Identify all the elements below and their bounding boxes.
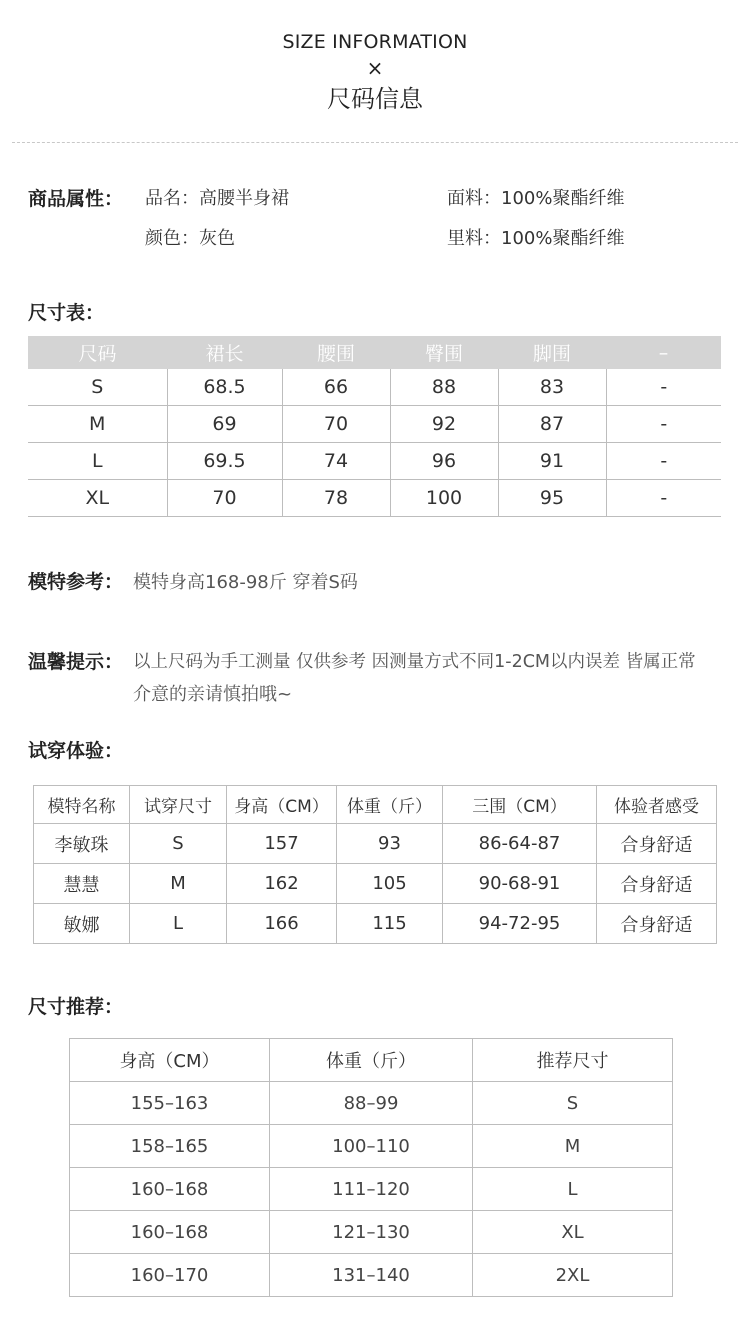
table-cell: XL <box>473 1211 673 1254</box>
tips-line-1: 以上尺码为手工测量 仅供参考 因测量方式不同1-2CM以内误差 皆属正常 <box>133 652 696 672</box>
size-header-cell: 脚围 <box>498 336 606 369</box>
model-reference-label: 模特参考： <box>28 571 124 593</box>
table-cell: M <box>473 1125 673 1168</box>
title-chinese: 尺码信息 <box>327 85 423 113</box>
size-table-label: 尺寸表： <box>28 302 105 324</box>
table-cell: 敏娜 <box>34 904 130 944</box>
table-cell: 92 <box>390 406 498 443</box>
tryon-header-cell: 三围（CM） <box>443 786 597 824</box>
table-cell: 合身舒适 <box>597 864 717 904</box>
table-cell: 95 <box>498 480 606 517</box>
table-cell: 160–170 <box>70 1254 270 1297</box>
table-cell: 115 <box>337 904 443 944</box>
table-row <box>70 1082 673 1125</box>
tryon-table-header <box>34 786 717 824</box>
table-cell: 78 <box>282 480 390 517</box>
table-cell: 合身舒适 <box>597 904 717 944</box>
product-color: 颜色：灰色 <box>145 228 235 249</box>
table-cell: 160–168 <box>70 1168 270 1211</box>
table-row <box>34 824 717 864</box>
table-cell: L <box>28 443 167 480</box>
table-row <box>28 369 721 406</box>
table-cell: 131–140 <box>270 1254 473 1297</box>
table-cell: 69 <box>167 406 282 443</box>
product-name: 品名：高腰半身裙 <box>145 188 289 209</box>
table-cell: 88–99 <box>270 1082 473 1125</box>
table-cell: 91 <box>498 443 606 480</box>
table-cell: 166 <box>227 904 337 944</box>
table-cell: S <box>130 824 227 864</box>
recommend-table <box>69 1038 673 1297</box>
size-header-cell: 尺码 <box>28 336 167 369</box>
table-cell: 93 <box>337 824 443 864</box>
table-cell: 100 <box>390 480 498 517</box>
size-header-cell: 腰围 <box>282 336 390 369</box>
table-row <box>34 864 717 904</box>
tryon-header-cell: 体重（斤） <box>337 786 443 824</box>
table-cell: 157 <box>227 824 337 864</box>
size-header-cell: 裙长 <box>167 336 282 369</box>
table-row <box>28 443 721 480</box>
table-row <box>28 480 721 517</box>
table-cell: 155–163 <box>70 1082 270 1125</box>
dashed-divider <box>12 142 738 143</box>
table-cell: L <box>473 1168 673 1211</box>
size-header-cell: 臀围 <box>390 336 498 369</box>
size-header-cell: – <box>606 336 721 369</box>
table-cell: 李敏珠 <box>34 824 130 864</box>
product-attributes-label: 商品属性： <box>28 188 124 210</box>
table-cell: S <box>473 1082 673 1125</box>
product-fabric: 面料：100%聚酯纤维 <box>447 188 625 209</box>
table-cell: 慧慧 <box>34 864 130 904</box>
table-cell: 70 <box>167 480 282 517</box>
table-cell: 70 <box>282 406 390 443</box>
table-cell: 68.5 <box>167 369 282 406</box>
table-cell: - <box>606 406 721 443</box>
table-row <box>34 904 717 944</box>
table-cell: 83 <box>498 369 606 406</box>
table-cell: 74 <box>282 443 390 480</box>
table-cell: 88 <box>390 369 498 406</box>
tryon-header-cell: 体验者感受 <box>597 786 717 824</box>
title-english: SIZE INFORMATION <box>282 31 468 53</box>
recommend-header-cell: 身高（CM） <box>70 1039 270 1082</box>
table-cell: 160–168 <box>70 1211 270 1254</box>
table-cell: 105 <box>337 864 443 904</box>
size-table <box>28 336 721 517</box>
table-cell: - <box>606 443 721 480</box>
recommend-header-cell: 体重（斤） <box>270 1039 473 1082</box>
table-cell: M <box>28 406 167 443</box>
table-cell: 合身舒适 <box>597 824 717 864</box>
tryon-header-cell: 试穿尺寸 <box>130 786 227 824</box>
table-cell: S <box>28 369 167 406</box>
tryon-table <box>33 785 717 944</box>
table-cell: 66 <box>282 369 390 406</box>
table-cell: 86-64-87 <box>443 824 597 864</box>
size-table-header <box>28 336 721 369</box>
table-cell: - <box>606 369 721 406</box>
table-row <box>70 1168 673 1211</box>
table-cell: 90-68-91 <box>443 864 597 904</box>
tips-label: 温馨提示： <box>28 651 124 673</box>
table-row <box>28 406 721 443</box>
table-row <box>70 1254 673 1297</box>
recommend-label: 尺寸推荐： <box>28 996 124 1018</box>
table-cell: 158–165 <box>70 1125 270 1168</box>
table-cell: 100–110 <box>270 1125 473 1168</box>
tryon-header-cell: 模特名称 <box>34 786 130 824</box>
table-row <box>70 1211 673 1254</box>
table-cell: 162 <box>227 864 337 904</box>
tryon-label: 试穿体验： <box>28 740 124 762</box>
recommend-table-header <box>70 1039 673 1082</box>
model-reference-text: 模特身高168-98斤 穿着S码 <box>133 572 358 593</box>
table-cell: L <box>130 904 227 944</box>
table-cell: M <box>130 864 227 904</box>
table-cell: 121–130 <box>270 1211 473 1254</box>
tips-line-2: 介意的亲请慎拍哦~ <box>133 684 293 705</box>
table-cell: 94-72-95 <box>443 904 597 944</box>
table-cell: 87 <box>498 406 606 443</box>
recommend-header-cell: 推荐尺寸 <box>473 1039 673 1082</box>
table-cell: 96 <box>390 443 498 480</box>
title-cross: × <box>366 56 384 80</box>
table-cell: 69.5 <box>167 443 282 480</box>
table-cell: 2XL <box>473 1254 673 1297</box>
product-lining: 里料：100%聚酯纤维 <box>447 228 625 249</box>
table-cell: XL <box>28 480 167 517</box>
table-cell: - <box>606 480 721 517</box>
table-row <box>70 1125 673 1168</box>
table-cell: 111–120 <box>270 1168 473 1211</box>
tryon-header-cell: 身高（CM） <box>227 786 337 824</box>
